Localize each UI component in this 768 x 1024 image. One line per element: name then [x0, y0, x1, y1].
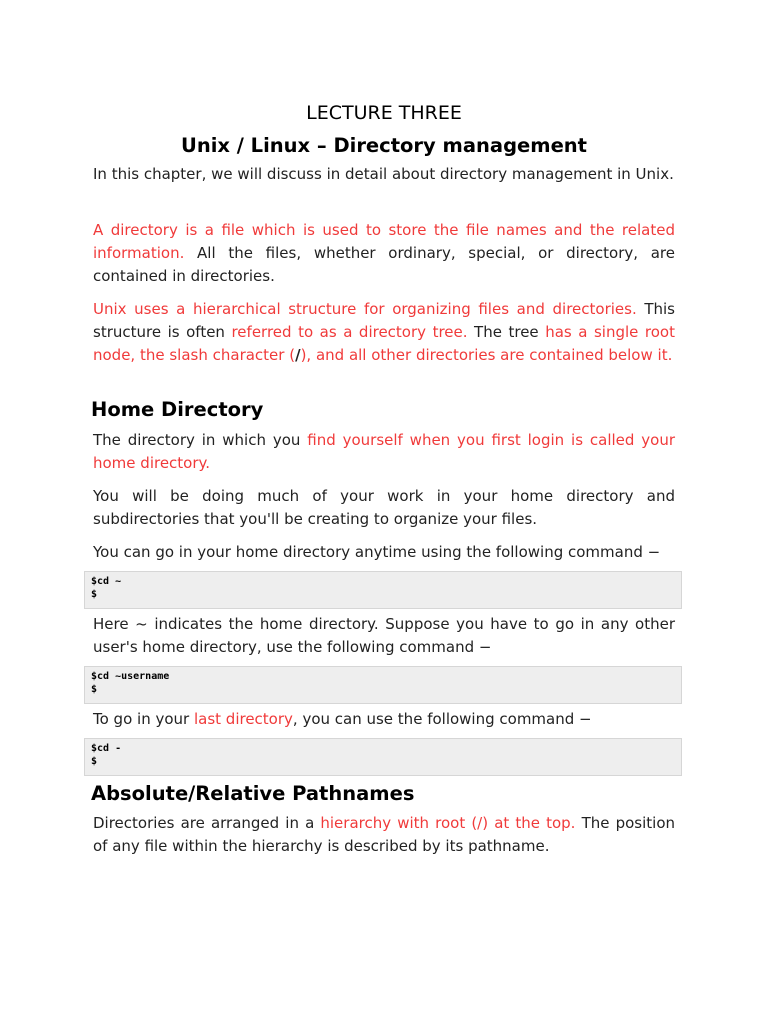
- body-text: To go in your: [93, 710, 194, 728]
- code-line: $: [91, 684, 98, 695]
- highlight-text: has a single root node, the slash character (: [93, 323, 675, 365]
- code-line: $cd ~username: [91, 671, 170, 682]
- highlight-text: A directory is a file which is used to store the file names and the related information.: [93, 221, 675, 263]
- code-block-cd-username: [84, 666, 682, 704]
- highlight-text: find yourself when you first login is called your home directory.: [93, 431, 675, 473]
- code-line: $cd -: [91, 743, 122, 754]
- hierarchy-paragraph: [93, 298, 675, 368]
- highlight-text: referred to as a directory tree.: [231, 323, 468, 342]
- body-text: All the files, whether ordinary, special, or directory, are contained in directories.: [93, 244, 675, 286]
- slash-character: /: [295, 346, 301, 365]
- directory-definition-paragraph: [93, 219, 675, 289]
- intro-text: In this chapter, we will discuss in detail about directory management in Unix.: [93, 165, 674, 183]
- section-heading-pathnames: Absolute/Relative Pathnames: [91, 782, 415, 805]
- body-text: This structure is often: [93, 300, 676, 342]
- page-title: Unix / Linux – Directory management: [180, 134, 587, 157]
- command-intro-paragraph: [93, 541, 675, 564]
- code-block-cd-home: [84, 571, 682, 609]
- body-text: Here ~ indicates the home directory. Suppose you have to go in any other user's home directory, use the following command −: [93, 615, 675, 657]
- body-text: The tree: [467, 323, 546, 342]
- code-line: $: [91, 589, 98, 600]
- code-line: $cd ~: [91, 576, 122, 587]
- home-directory-paragraph: [93, 429, 675, 475]
- code-line: $: [91, 756, 98, 767]
- body-text: Directories are arranged in a: [93, 814, 321, 832]
- work-paragraph: [93, 485, 675, 531]
- highlight-text: ), and all other directories are contained below it.: [300, 346, 673, 365]
- body-text: The position of any file within the hierarchy is described by its pathname.: [93, 814, 675, 856]
- code-block-cd-dash: [84, 738, 682, 776]
- intro-paragraph: [93, 163, 675, 186]
- tilde-paragraph: [93, 613, 675, 659]
- section-heading-home-directory: Home Directory: [91, 398, 264, 421]
- last-directory-paragraph: [93, 708, 675, 731]
- body-text: , you can use the following command −: [292, 710, 592, 728]
- lecture-title: LECTURE THREE: [306, 102, 462, 124]
- pathname-paragraph: [93, 812, 675, 858]
- highlight-text: last directory: [193, 710, 293, 728]
- body-text: The directory in which you: [93, 431, 308, 449]
- body-text: You can go in your home directory anytime using the following command −: [93, 543, 661, 561]
- highlight-text: hierarchy with root (/) at the top.: [320, 814, 576, 832]
- highlight-text: Unix uses a hierarchical structure for organizing files and directories.: [93, 300, 637, 318]
- body-text: You will be doing much of your work in your home directory and subdirectories that you'll be creating to organize your files.: [93, 487, 675, 529]
